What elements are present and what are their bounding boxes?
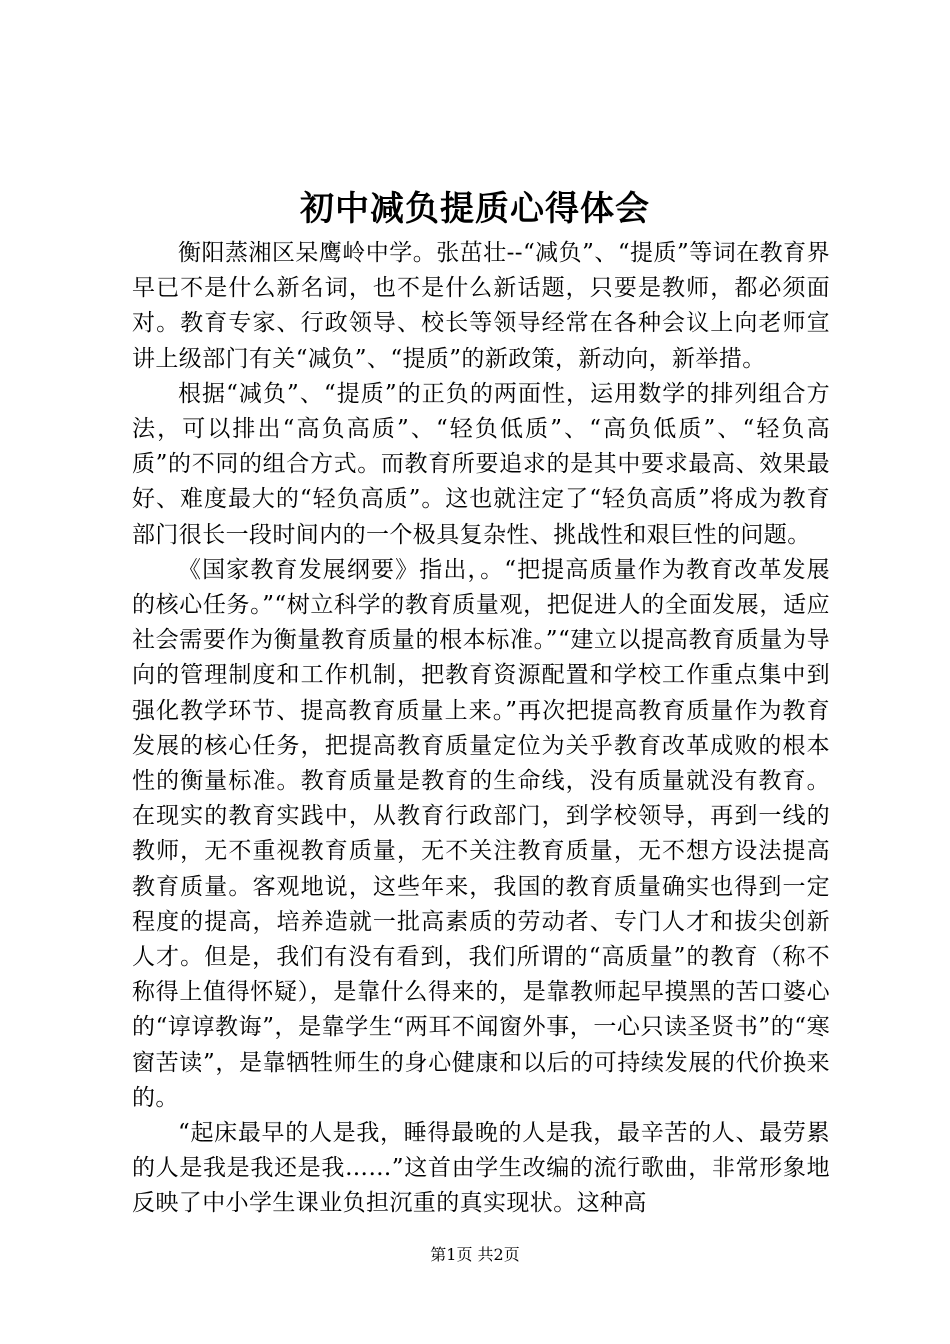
paragraph: 根据“减负”、“提质”的正负的两面性，运用数学的排列组合方法，可以排出“高负高质”、“轻负低质”、“高负低质”、“轻负高质”的不同的组合方式。而教育所要追求的是其中要求最高、效果最好、难度最大的“轻负高质”。这也就注定了“轻负高质”将成为教育部门很长一段时间内的一个极具复杂性、挑战性和艰巨性的问题。 — [132, 380, 830, 548]
page-number-footer: 第1页 共2页 — [430, 1245, 520, 1264]
paragraph: “起床最早的人是我，睡得最晚的人是我，最辛苦的人、最劳累的人是我是我还是我……”这首由学生改编的流行歌曲，非常形象地反映了中小学生课业负担沉重的真实现状。这种高 — [132, 1120, 830, 1217]
paragraph: 衡阳蒸湘区呆鹰岭中学。张茁壮--“减负”、“提质”等词在教育界早已不是什么新名词，也不是什么新话题，只要是教师，都必须面对。教育专家、行政领导、校长等领导经常在各种会议上向老师宣讲上级部门有关“减负”、“提质”的新政策，新动向，新举措。 — [132, 240, 830, 372]
document-body — [132, 236, 830, 1222]
document-title: 初中减负提质心得体会 — [300, 189, 650, 229]
paragraph: 《国家教育发展纲要》指出，。“把提高质量作为教育改革发展的核心任务。”“树立科学的教育质量观，把促进人的全面发展，适应社会需要作为衡量教育质量的根本标准。”“建立以提高教育质量为导向的管理制度和工作机制，把教育资源配置和学校工作重点集中到强化教学环节、提高教育质量上来。”再次把提高教育质量作为教育发展的核心任务，把提高教育质量定位为关乎教育改革成败的根本性的衡量标准。教育质量是教育的生命线，没有质量就没有教育。在现实的教育实践中，从教育行政部门，到学校领导，再到一线的教师，无不重视教育质量，无不关注教育质量，无不想方设法提高教育质量。客观地说，这些年来，我国的教育质量确实也得到一定程度的提高，培养造就一批高素质的劳动者、专门人才和拔尖创新人才。但是，我们有没有看到，我们所谓的“高质量”的教育（称不称得上值得怀疑），是靠什么得来的，是靠教师起早摸黑的苦口婆心的“谆谆教诲”，是靠学生“两耳不闻窗外事，一心只读圣贤书”的“寒窗苦读”，是靠牺牲师生的身心健康和以后的可持续发展的代价换来的。 — [132, 556, 830, 1111]
